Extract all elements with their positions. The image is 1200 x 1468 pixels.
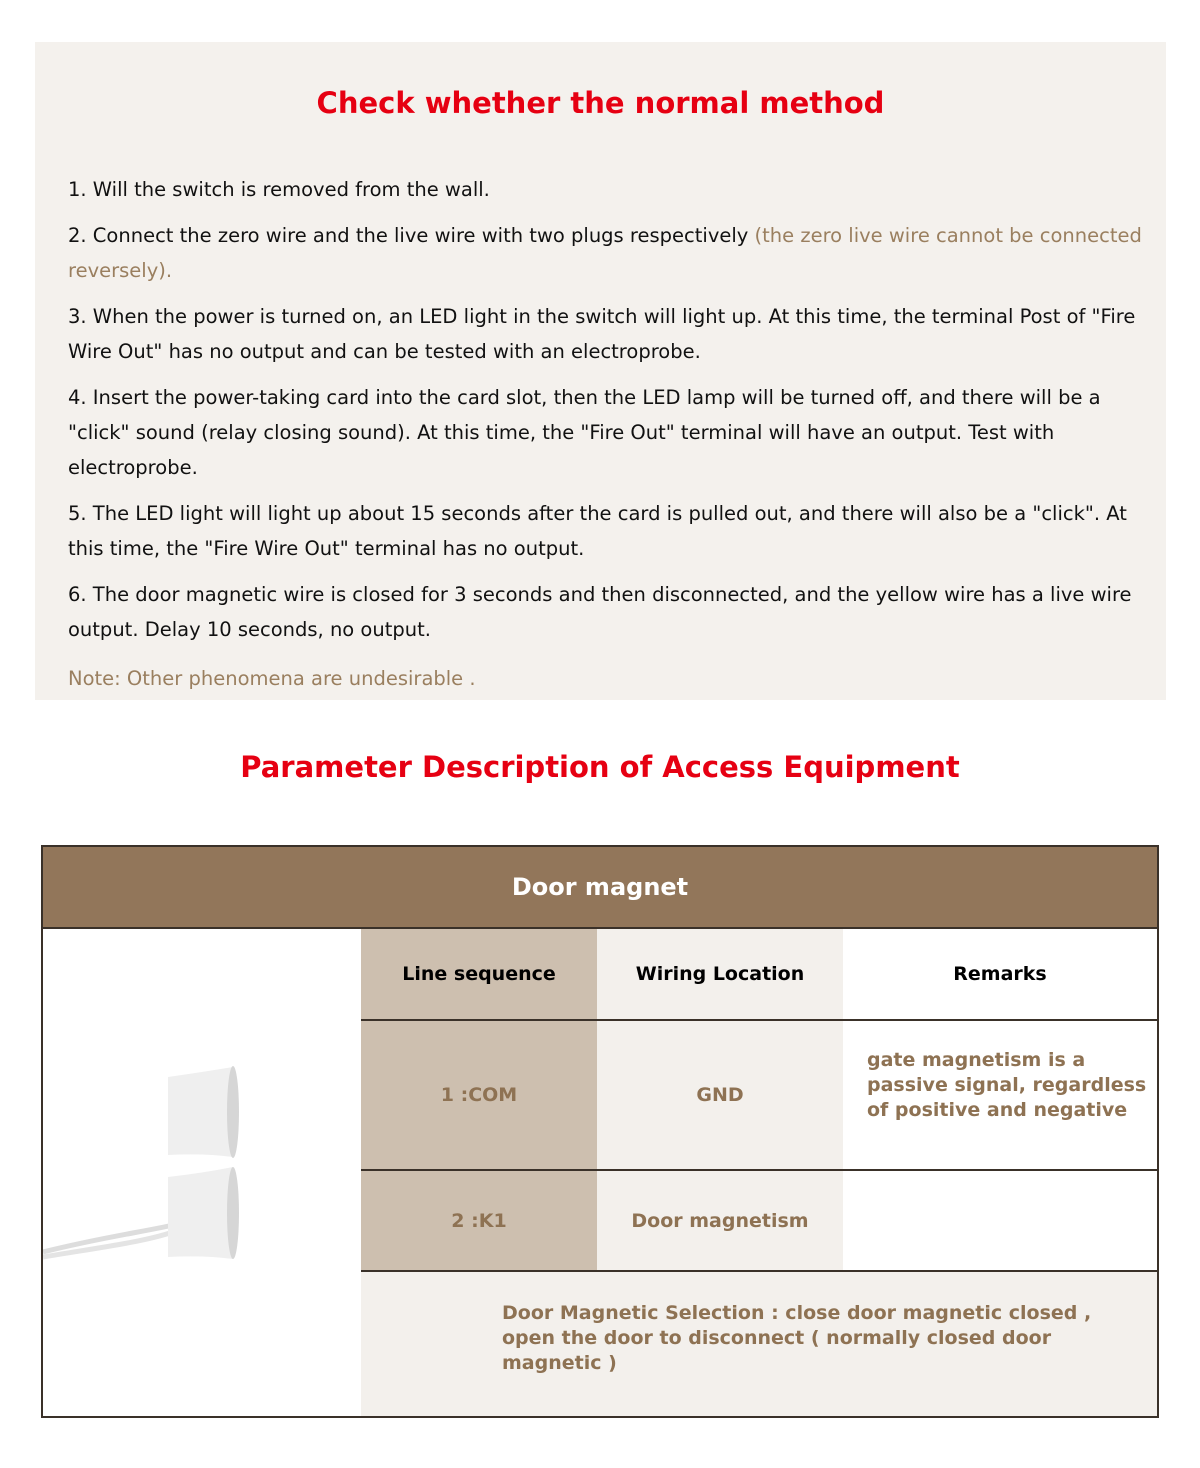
list-item: 6. The door magnetic wire is closed for 3 seconds and then disconnected, and the yellow wire has a live wire output. Delay 10 seconds, no output. bbox=[68, 583, 1132, 641]
list-item: 5. The LED light will light up about 15 seconds after the card is pulled out, and there will also be a "click". At this time, the "Fire Wire Out" terminal has no output. bbox=[68, 502, 1127, 560]
row2-location: Door magnetism bbox=[597, 1171, 843, 1270]
list-item-note: (the zero live wire cannot be connected reversely). bbox=[68, 224, 1142, 282]
header-wiring-location: Wiring Location bbox=[597, 929, 843, 1019]
params-title: Parameter Description of Access Equipment bbox=[240, 750, 960, 784]
list-item-text: 2. Connect the zero wire and the live wire with two plugs respectively bbox=[68, 224, 755, 247]
list-item: 3. When the power is turned on, an LED light in the switch will light up. At this time, the terminal Post of "Fire Wire Out" has no output and can be tested with an electroprobe. bbox=[68, 305, 1136, 363]
selection-note: Door Magnetic Selection : close door magnetic closed , open the door to disconnect ( normally closed door magnetic ) bbox=[361, 1272, 1157, 1416]
note-text: Note: Other phenomena are undesirable . bbox=[68, 667, 476, 690]
list-item: 4. Insert the power-taking card into the card slot, then the LED lamp will be turned off, and there will be a "click" sound (relay closing sound). At this time, the "Fire Out" terminal will have an output. Test with electroprobe. bbox=[68, 386, 1101, 479]
header-line-sequence: Line sequence bbox=[361, 929, 597, 1019]
row2-remark bbox=[843, 1171, 1157, 1270]
header-remarks: Remarks bbox=[843, 929, 1157, 1019]
check-title: Check whether the normal method bbox=[316, 86, 885, 120]
list-item: 1. Will the switch is removed from the wall. bbox=[68, 178, 490, 201]
list-item bbox=[68, 218, 1148, 288]
row1-remark: gate magnetism is a passive signal, regardless of positive and negative bbox=[843, 1021, 1157, 1169]
row1-location: GND bbox=[597, 1021, 843, 1169]
row1-seq: 1 :COM bbox=[361, 1021, 597, 1169]
table-title: Door magnet bbox=[43, 847, 1157, 929]
check-list bbox=[68, 172, 1148, 707]
door-magnet-table bbox=[41, 845, 1159, 1418]
check-section bbox=[35, 42, 1166, 700]
row2-seq: 2 :K1 bbox=[361, 1171, 597, 1270]
door-magnet-image bbox=[43, 1047, 361, 1287]
